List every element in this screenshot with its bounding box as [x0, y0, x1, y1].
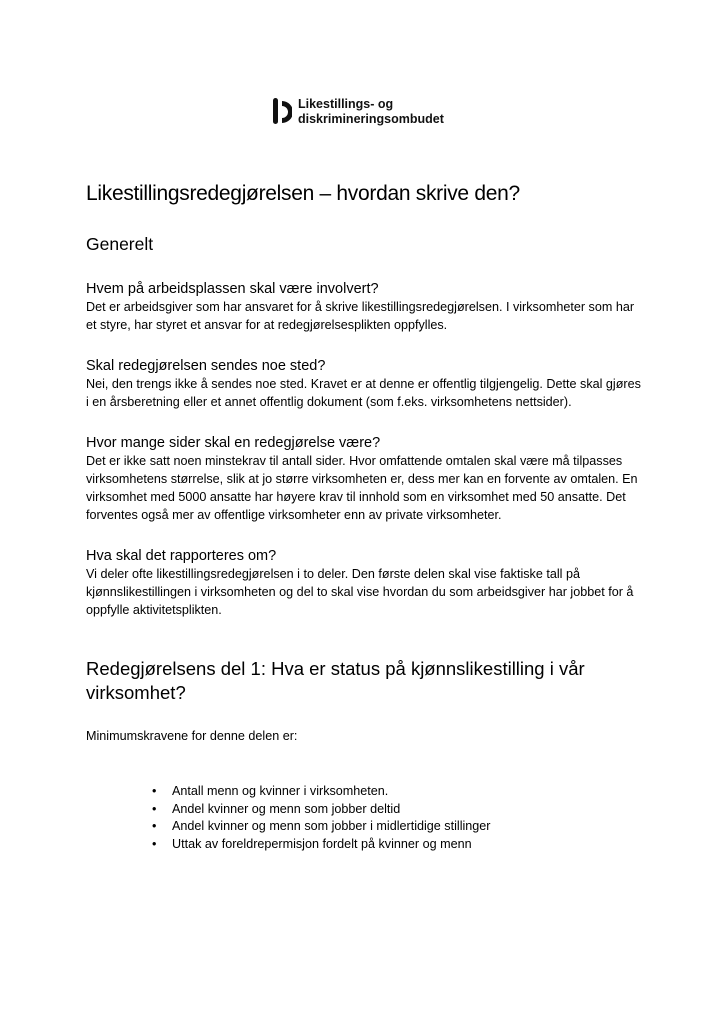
section-heading-part1: Redegjørelsens del 1: Hva er status på kjønnslikestilling i vår virksomhet? [86, 658, 585, 703]
bullet-icon: • [152, 819, 157, 833]
document-title: Likestillingsredegjørelsen – hvordan skrive den? [86, 182, 520, 205]
bullet-icon: • [152, 836, 157, 851]
list-item [152, 783, 646, 801]
list-item [152, 818, 646, 836]
faq-answer: Nei, den trengs ikke å sendes noe sted. Kravet er at denne er offentlig tilgjengelig. Dette skal gjøres i en årsberetning eller et annet offentlig dokument (som f.eks. virksomhetens nettsider). [86, 377, 641, 409]
organization-logo [272, 97, 444, 127]
list-item-text: Andel kvinner og menn som jobber deltid [172, 801, 401, 816]
list-item [152, 801, 646, 819]
logo-line-2: diskrimineringsombudet [298, 112, 444, 126]
faq-item [86, 357, 646, 411]
faq-item [86, 280, 646, 334]
faq-item [86, 547, 646, 619]
list-item-text: Uttak av foreldrepermisjon fordelt på kvinner og menn [172, 836, 472, 851]
faq-answer: Det er arbeidsgiver som har ansvaret for å skrive likestillingsredegjørelsen. I virksomheter som har et styre, har styret et ansvar for at redegjørelsesplikten oppfylles. [86, 300, 635, 332]
faq-question: Hvem på arbeidsplassen skal være involvert? [86, 281, 379, 297]
bullet-icon: • [152, 784, 157, 798]
faq-item [86, 434, 646, 524]
faq-question: Hva skal det rapporteres om? [86, 548, 277, 564]
list-item [152, 836, 646, 854]
logo-line-1: Likestillings- og [298, 97, 394, 111]
logo-text [298, 97, 444, 127]
document-body [86, 182, 646, 853]
ldo-logo-icon [272, 97, 292, 127]
list-item-text: Andel kvinner og menn som jobber i midlertidige stillinger [172, 819, 491, 833]
part1-intro: Minimumskravene for denne delen er: [86, 729, 298, 743]
requirements-list [86, 783, 646, 853]
bullet-icon: • [152, 801, 157, 816]
faq-answer: Det er ikke satt noen minstekrav til antall sider. Hvor omfattende omtalen skal være må tilpasses virksomhetens størrelse, slik at jo større virksomheten er, dess mer kan en forvente av omtalen. En virksomhet med 5000 ansatte har høyere krav til innhold som en virksomhet med 50 ansatte. Det forventes også mer av offentlige virksomheter enn av private virksomheter. [86, 454, 638, 522]
faq-question: Skal redegjørelsen sendes noe sted? [86, 358, 326, 374]
faq-question: Hvor mange sider skal en redegjørelse være? [86, 435, 381, 451]
list-item-text: Antall menn og kvinner i virksomheten. [172, 784, 389, 798]
faq-answer: Vi deler ofte likestillingsredegjørelsen i to deler. Den første delen skal vise faktiske tall på kjønnslikestillingen i virksomheten og del to skal vise hvordan du som arbeidsgiver har jobbet for å oppfylle aktivitetsplikten. [86, 567, 634, 617]
section-heading-general: Generelt [86, 234, 154, 254]
